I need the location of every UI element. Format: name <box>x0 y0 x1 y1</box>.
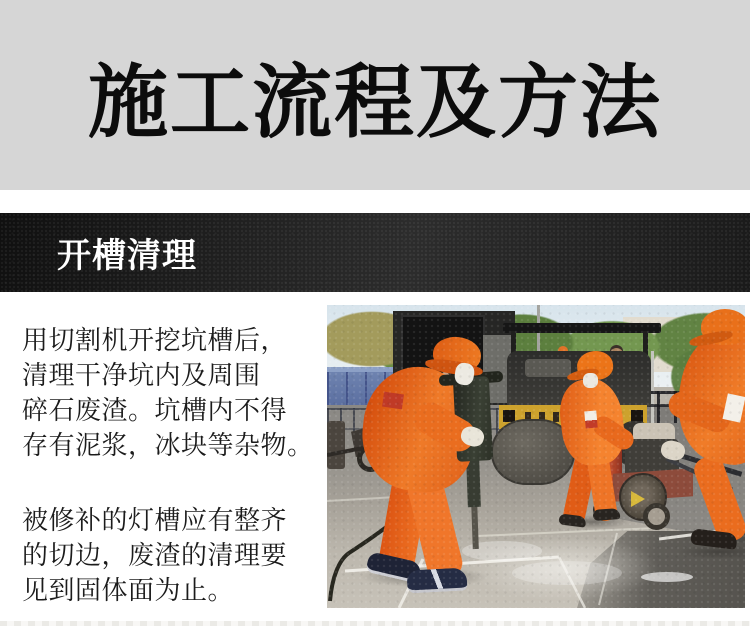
page-title: 施工流程及方法 <box>88 58 662 147</box>
body-text <box>22 323 324 608</box>
paragraph-2 <box>22 503 324 608</box>
construction-photo <box>327 305 745 608</box>
worker-mask <box>583 373 598 388</box>
text-line: 用切割机开挖坑槽后， <box>22 325 288 355</box>
worker-shoe <box>406 567 467 593</box>
text-line: 见到固体面为止。 <box>22 575 235 605</box>
worker-shoe <box>593 508 621 521</box>
text-line: 的切边，废渣的清理要 <box>22 540 288 570</box>
photo-worker-right <box>663 309 745 561</box>
photo-worker-saw-operator <box>555 351 641 533</box>
text-line: 存有泥浆，冰块等杂物。 <box>22 430 314 460</box>
worker-badge <box>382 392 404 410</box>
section-title: 开槽清理 <box>57 237 197 275</box>
title-banner <box>0 0 750 190</box>
jackhammer-chisel <box>471 503 479 549</box>
text-line: 清理干净坑内及周围 <box>22 360 261 390</box>
photo-worker-jackhammer <box>355 335 507 597</box>
worker-badge <box>584 411 597 429</box>
worker-glove <box>659 439 686 463</box>
text-line: 碎石废渣。坑槽内不得 <box>22 395 288 425</box>
bottom-texture-strip <box>0 621 750 626</box>
chalk-residue <box>641 572 693 582</box>
chalk-residue <box>512 561 622 585</box>
section-header <box>0 213 750 292</box>
text-line: 被修补的灯槽应有整齐 <box>22 505 288 535</box>
paragraph-1 <box>22 323 324 463</box>
